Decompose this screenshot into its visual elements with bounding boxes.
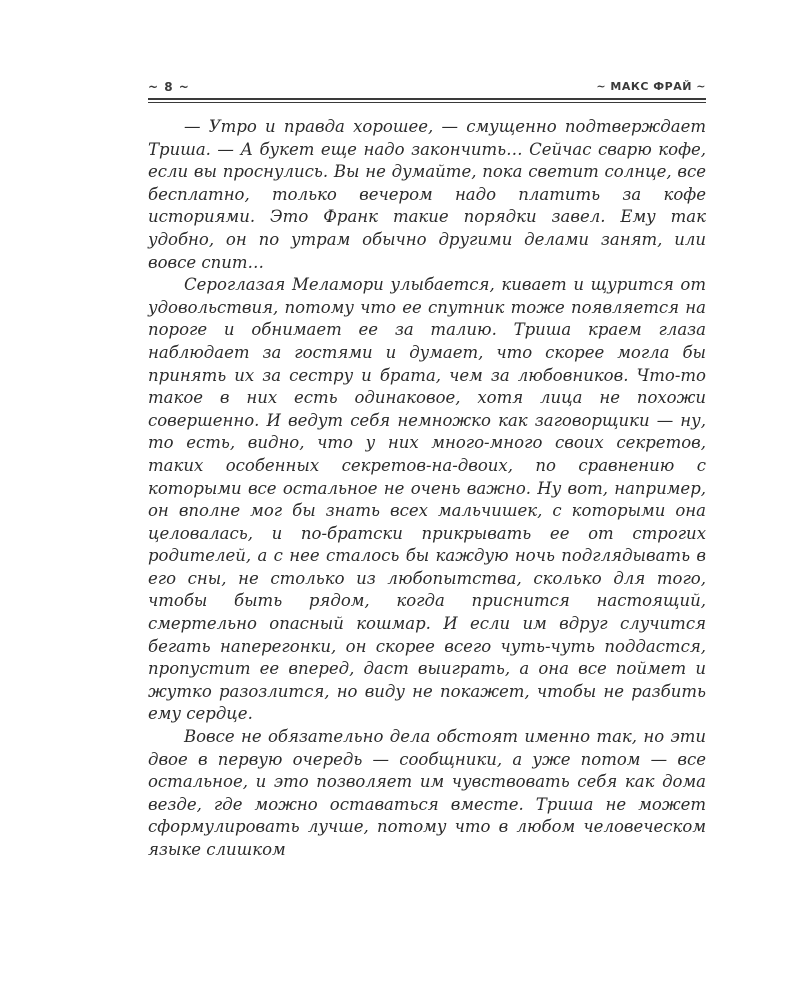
running-head-author: ~ МАКС ФРАЙ ~ [596, 80, 706, 93]
paragraph: Сероглазая Меламори улыбается, кивает и щурится от удовольствия, потому что ее спутник тоже появляется на пороге и обнимает ее за талию. Триша краем глаза наблюдает за гостями и думает, что скорее могла бы принять их за сестру и брата, чем за любовников. Что-то такое в них есть одинаковое, хотя лица не похожи совершенно. И ведут себя немножко как заговорщики — ну, то есть, видно, что у них много-много своих секретов, таких особенных секретов-на-двоих, по сравнению с которыми все остальное не очень важно. Ну вот, например, он вполне мог бы знать всех мальчишек, с которыми она целовалась, и по-братски прикрывать ее от строгих родителей, а с нее сталось бы каждую ночь подглядывать в его сны, не столько из любопытства, сколько для того, чтобы быть рядом, когда приснится настоящий, смертельно опасный кошмар. И если им вдруг случится бегать наперегонки, он скорее всего чуть-чуть поддастся, пропустит ее вперед, даст выиграть, а она все поймет и жутко разозлится, но виду не покажет, чтобы не разбить ему сердце. [148, 275, 706, 724]
page-number: ~ 8 ~ [148, 80, 190, 94]
body-text [148, 116, 706, 862]
page-header [148, 80, 706, 98]
header-rule-thin [148, 102, 706, 103]
header-rule-thick [148, 98, 706, 100]
paragraph: — Утро и правда хорошее, — смущенно подтверждает Триша. — А букет еще надо закончить… Сейчас сварю кофе, если вы проснулись. Вы не думайте, пока светит солнце, все бесплатно, только вечером надо платить за кофе историями. Это Франк такие порядки завел. Ему так удобно, он по утрам обычно другими делами занят, или вовсе спит… [148, 117, 706, 272]
paragraph: Вовсе не обязательно дела обстоят именно так, но эти двое в первую очередь — сообщники, а уже потом — все остальное, и это позволяет им чувствовать себя как дома везде, где можно оставаться вместе. Триша не может сформулировать лучше, потому что в любом человеческом языке слишком [148, 727, 706, 859]
